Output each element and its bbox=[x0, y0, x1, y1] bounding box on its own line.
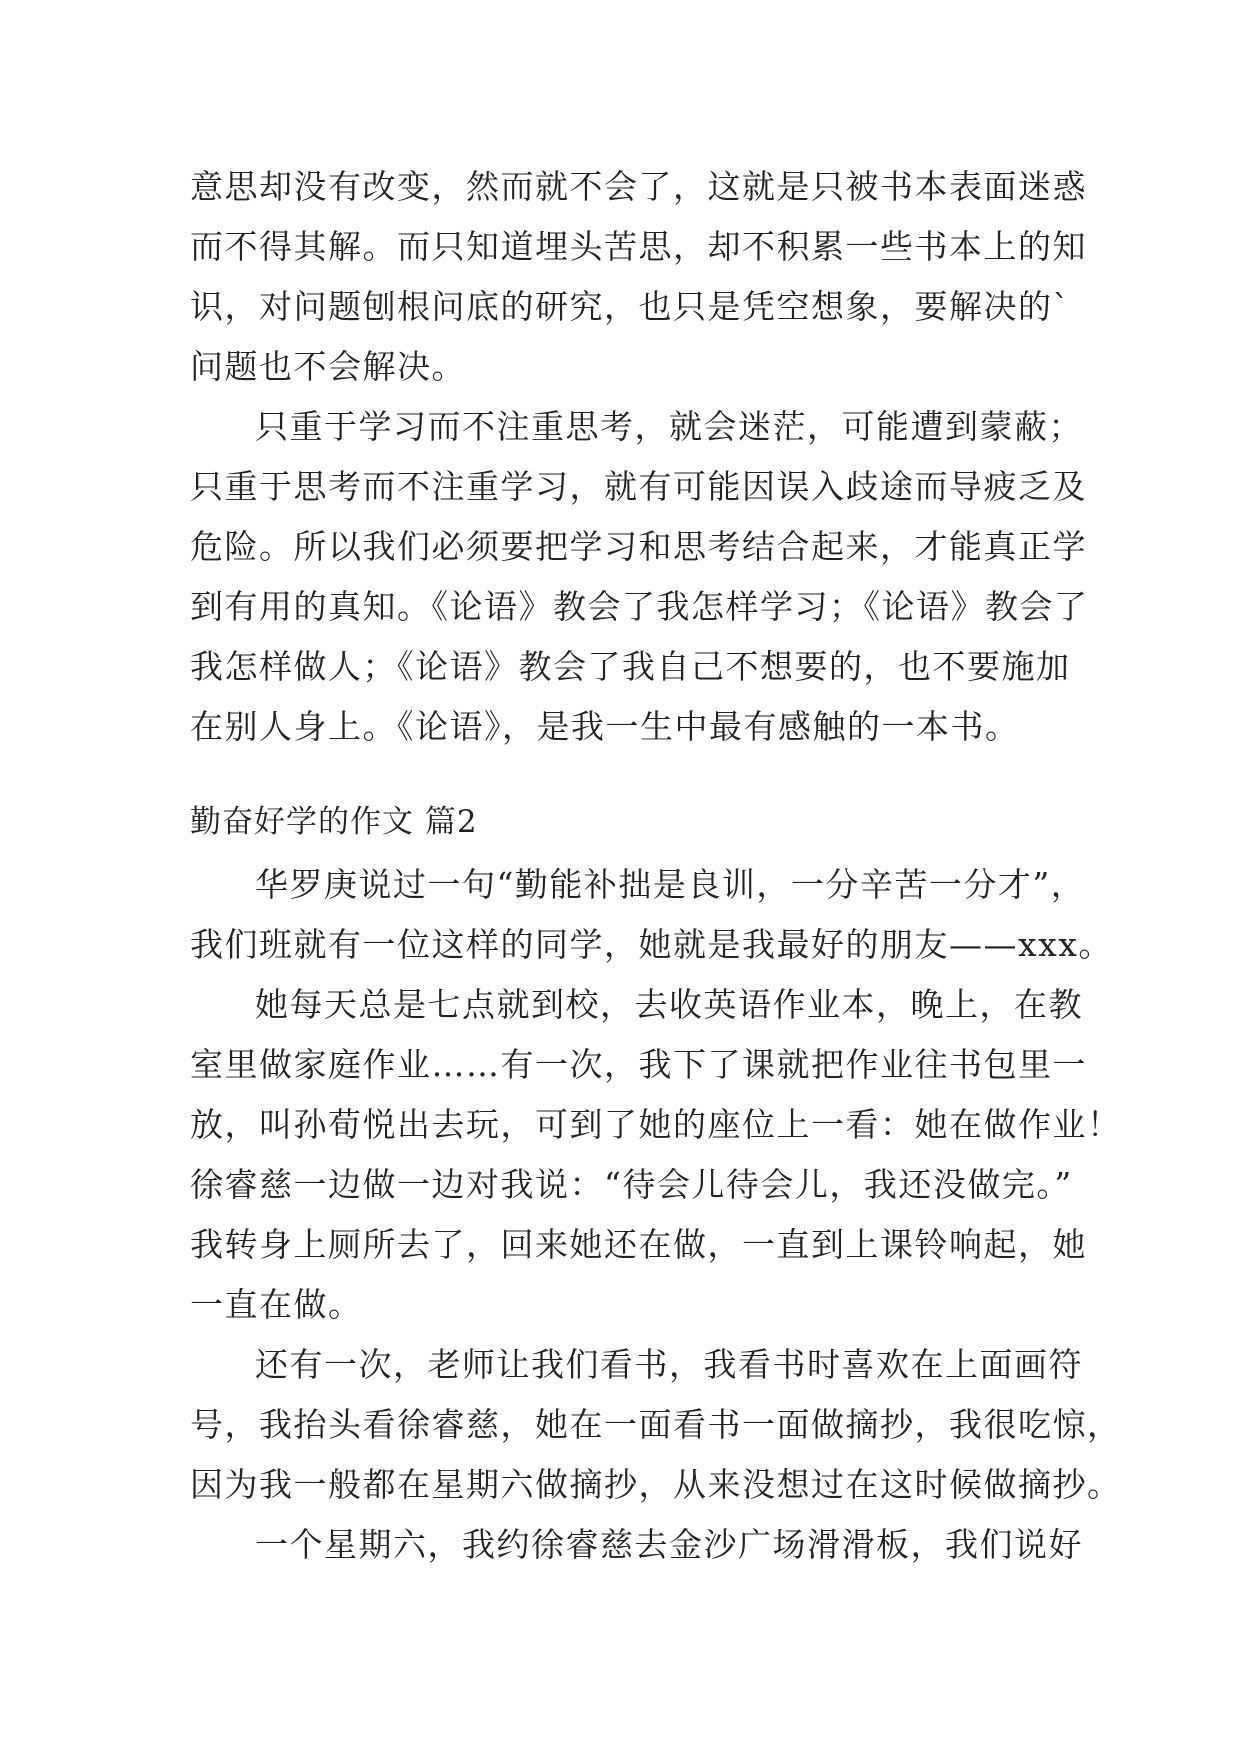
paragraph-line: 我怎样做人；《论语》教会了我自己不想要的，也不要施加 bbox=[190, 647, 1071, 686]
paragraph-line: 一直在做。 bbox=[190, 1285, 363, 1324]
paragraph-line: 一个星期六，我约徐睿慈去金沙广场滑滑板，我们说好 bbox=[255, 1525, 1083, 1564]
paragraph-line: 只重于思考而不注重学习，就有可能因误入歧途而导疲乏及 bbox=[190, 467, 1087, 506]
paragraph-line: 在别人身上。《论语》，是我一生中最有感触的一本书。 bbox=[190, 707, 1020, 746]
paragraph-line: 而不得其解。而只知道埋头苦思，却不积累一些书本上的知 bbox=[190, 227, 1087, 266]
paragraph-line: 识，对问题刨根问底的研究，也只是凭空想象，要解决的` bbox=[190, 287, 1071, 326]
section-heading: 勤奋好学的作文 篇2 bbox=[190, 804, 478, 840]
paragraph-line: 华罗庚说过一句“勤能补拙是良训，一分辛苦一分才”， bbox=[255, 865, 1086, 904]
paragraph-line: 号，我抬头看徐睿慈，她在一面看书一面做摘抄，我很吃惊， bbox=[190, 1405, 1122, 1444]
paragraph-line: 问题也不会解决。 bbox=[190, 347, 466, 386]
paragraph-line: 徐睿慈一边做一边对我说：“待会儿待会儿，我还没做完。” bbox=[190, 1165, 1073, 1204]
paragraph-line: 还有一次，老师让我们看书，我看书时喜欢在上面画符 bbox=[255, 1345, 1083, 1384]
paragraph-line: 危险。所以我们必须要把学习和思考结合起来，才能真正学 bbox=[190, 527, 1087, 566]
paragraph-line: 我们班就有一位这样的同学，她就是我最好的朋友——xxx。 bbox=[190, 925, 1113, 964]
paragraph-line: 只重于学习而不注重思考，就会迷茫，可能遭到蒙蔽； bbox=[255, 407, 1083, 446]
paragraph-line: 她每天总是七点就到校，去收英语作业本，晚上，在教 bbox=[255, 985, 1083, 1024]
paragraph-line: 室里做家庭作业……有一次，我下了课就把作业往书包里一 bbox=[190, 1045, 1087, 1084]
paragraph-line: 到有用的真知。《论语》教会了我怎样学习；《论语》教会了 bbox=[190, 587, 1089, 626]
paragraph-line: 我转身上厕所去了，回来她还在做，一直到上课铃响起，她 bbox=[190, 1225, 1087, 1264]
paragraph-line: 意思却没有改变，然而就不会了，这就是只被书本表面迷惑 bbox=[190, 167, 1087, 206]
paragraph-line: 因为我一般都在星期六做摘抄，从来没想过在这时候做摘抄。 bbox=[190, 1465, 1122, 1504]
paragraph-line: 放，叫孙荀悦出去玩，可到了她的座位上一看：她在做作业！ bbox=[190, 1105, 1122, 1144]
